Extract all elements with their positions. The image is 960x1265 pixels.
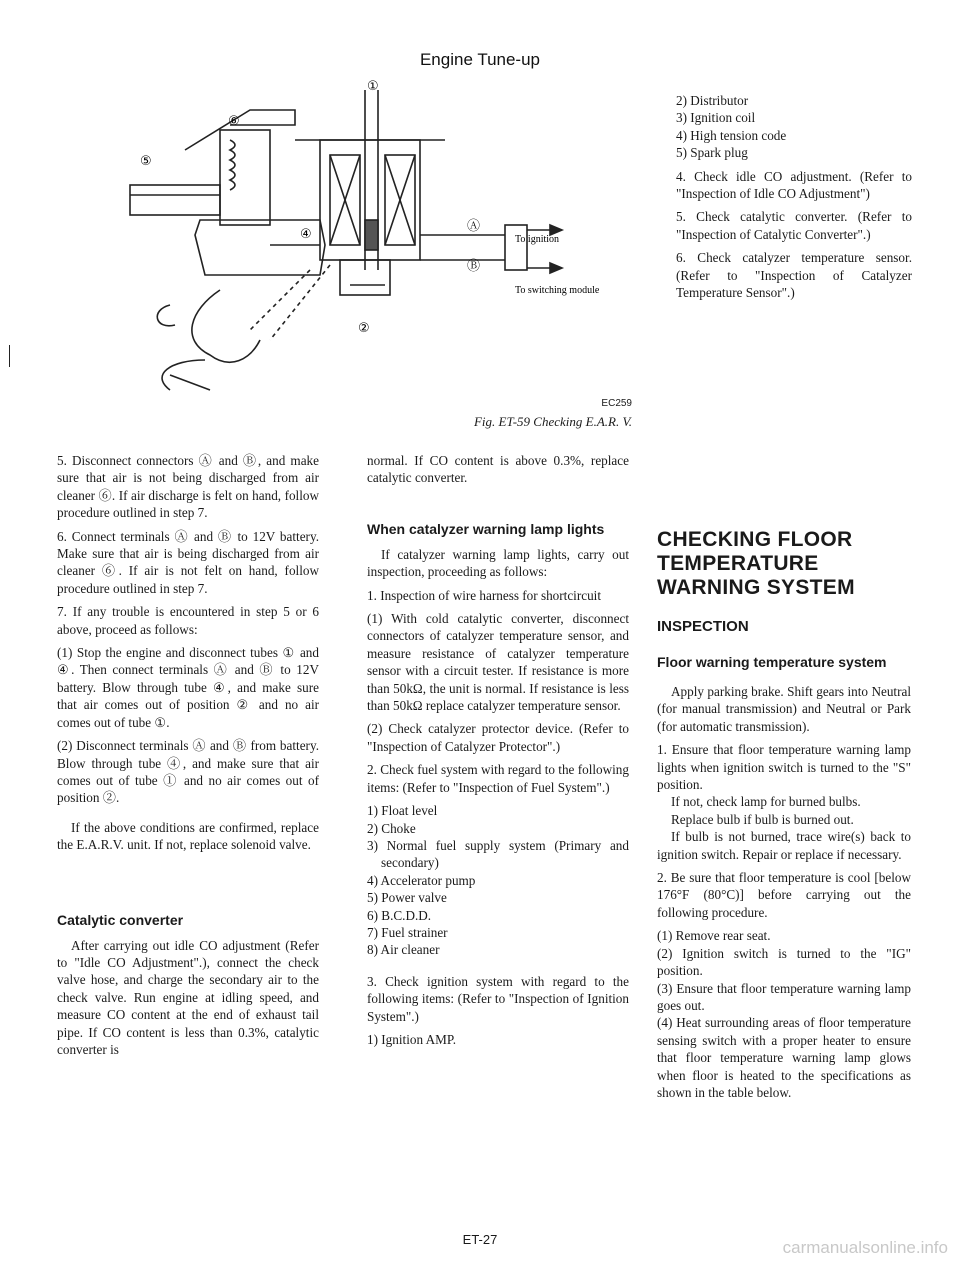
label-a: Ⓐ	[467, 219, 481, 234]
list-item: (4) Heat surrounding areas of floor temperature sensing switch with a proper heater to ensure that floor temperature warning lamp glows when floor is heated to the specifications as shown in the table below.	[657, 1015, 911, 1100]
section-title: CHECKING FLOOR TEMPERATURE WARNING SYSTEM	[657, 528, 855, 599]
paragraph: 2. Check fuel system with regard to the following items: (Refer to "Inspection of Fuel System".)	[367, 762, 629, 795]
middle-column	[367, 452, 629, 1048]
label-2: ②	[358, 321, 370, 336]
figure-caption: Fig. ET-59 Checking E.A.R. V.	[473, 414, 632, 429]
paragraph: normal. If CO content is above 0.3%, replace catalytic converter.	[367, 453, 629, 486]
section-heading: Floor warning temperature system	[657, 654, 887, 670]
section-subtitle: INSPECTION	[657, 618, 749, 635]
margin-mark	[9, 345, 10, 367]
paragraph: (1) Stop the engine and disconnect tubes ① and ④. Then connect terminals Ⓐ and Ⓑ to 12V battery. Blow through tube ④, and make sure that air comes out of position ② and no air comes out of tube ①.	[57, 645, 319, 730]
right-top-column	[676, 92, 912, 307]
label-5: ⑤	[140, 154, 152, 169]
list-item: 2) Distributor	[676, 93, 749, 108]
label-b: Ⓑ	[467, 259, 481, 274]
right-column	[657, 528, 911, 1101]
paragraph: (2) Check catalyzer protector device. (Refer to "Inspection of Catalyzer Protector".)	[367, 721, 629, 754]
paragraph: Apply parking brake. Shift gears into Neutral (for manual transmission) and Neutral or Park (for automatic transmission).	[657, 684, 911, 734]
label-6: ⑥	[228, 114, 240, 129]
paragraph: 7. If any trouble is encountered in step 5 or 6 above, proceed as follows:	[57, 604, 319, 637]
list-item: (2) Ignition switch is turned to the "IG" position.	[657, 945, 911, 979]
paragraph: 5. Disconnect connectors Ⓐ and Ⓑ, and make sure that air is not being discharged from air cleaner ⑥. If air discharge is felt on hand, follow procedure outlined in step 7.	[57, 453, 319, 521]
list-item: 5) Spark plug	[676, 145, 748, 161]
page-number: ET-27	[462, 1232, 498, 1247]
section-heading: Catalytic converter	[57, 911, 184, 928]
paragraph: 1. Inspection of wire harness for shortcircuit	[367, 587, 602, 603]
paragraph: After carrying out idle CO adjustment (Refer to "Idle CO Adjustment".), connect the check valve hose, and charge the secondary air to the check valve. Run engine at idling speed, and measure CO content at the end of exhaust tail pipe. If CO content is less than 0.3%, catalytic converter is	[57, 937, 319, 1057]
list-item: 1) Float level	[367, 803, 438, 819]
list-item: 1) Ignition AMP.	[367, 1031, 457, 1047]
paragraph: If not, check lamp for burned bulbs.	[671, 794, 861, 810]
paragraph: 4. Check idle CO adjustment. (Refer to "Inspection of Idle CO Adjustment")	[676, 168, 912, 202]
list-item: (3) Ensure that floor temperature warning lamp goes out.	[657, 980, 911, 1013]
paragraph: (2) Disconnect terminals Ⓐ and Ⓑ from battery. Blow through tube ④, and make sure that air comes out of tube ① and no air comes out of position ②.	[57, 738, 319, 806]
list-item: 4) Accelerator pump	[367, 872, 476, 888]
list-item: 8) Air cleaner	[367, 942, 440, 958]
paragraph: 5. Check catalytic converter. (Refer to "Inspection of Catalytic Converter".)	[676, 209, 912, 242]
label-to-ignition: To ignition	[515, 234, 560, 245]
paragraph: 6. Connect terminals Ⓐ and Ⓑ to 12V battery. Make sure that air is being discharged from air cleaner ⑥. If air is not felt on hand, follow procedure outlined in step 7.	[57, 528, 319, 596]
label-1: ①	[367, 79, 379, 94]
list-item: 3) Ignition coil	[676, 110, 756, 126]
paragraph: 2. Be sure that floor temperature is cool [below 176°F (80°C)] before carrying out the following procedure.	[657, 870, 911, 920]
paragraph: 3. Check ignition system with regard to the following items: (Refer to "Inspection of Ignition System".)	[367, 973, 629, 1024]
list-item: 5) Power valve	[367, 890, 447, 906]
section-heading: When catalyzer warning lamp lights	[367, 520, 605, 537]
left-column	[57, 452, 319, 1064]
paragraph: If catalyzer warning lamp lights, carry out inspection, proceeding as follows:	[367, 546, 629, 580]
list-item: 4) High tension code	[676, 127, 787, 143]
watermark: carmanualsonline.info	[782, 1238, 948, 1257]
figure-code: EC259	[601, 398, 632, 409]
paragraph: 1. Ensure that floor temperature warning lamp lights when ignition switch is turned to the "S" position.	[657, 742, 911, 793]
list-item: 2) Choke	[367, 820, 416, 836]
ear-valve-diagram	[110, 70, 630, 400]
paragraph: If bulb is not burned, trace wire(s) back to ignition switch. Repair or replace if necessary.	[657, 829, 911, 862]
label-4: ④	[300, 227, 312, 242]
list-item: 7) Fuel strainer	[367, 924, 448, 940]
page-header: Engine Tune-up	[419, 50, 541, 69]
list-item: 6) B.C.D.D.	[367, 907, 432, 923]
paragraph: Replace bulb if bulb is burned out.	[671, 811, 854, 827]
paragraph: (1) With cold catalytic converter, disconnect connectors of catalyzer temperature sensor, and measure resistance of catalyzer temperature sensor with a circuit tester. If resistance is more than 50kΩ, the unit is normal. If resistance is less than 50kΩ replace catalyzer temperature sensor.	[367, 611, 629, 714]
label-to-switching-module: To switching module	[515, 285, 600, 296]
list-item: 3) Normal fuel supply system (Primary and secondary)	[367, 837, 629, 871]
list-item: (1) Remove rear seat.	[657, 928, 771, 944]
paragraph: If the above conditions are confirmed, replace the E.A.R.V. unit. If not, replace solenoid valve.	[57, 819, 319, 853]
paragraph: 6. Check catalyzer temperature sensor. (Refer to "Inspection of Catalyzer Temperature Sensor".)	[676, 250, 912, 301]
